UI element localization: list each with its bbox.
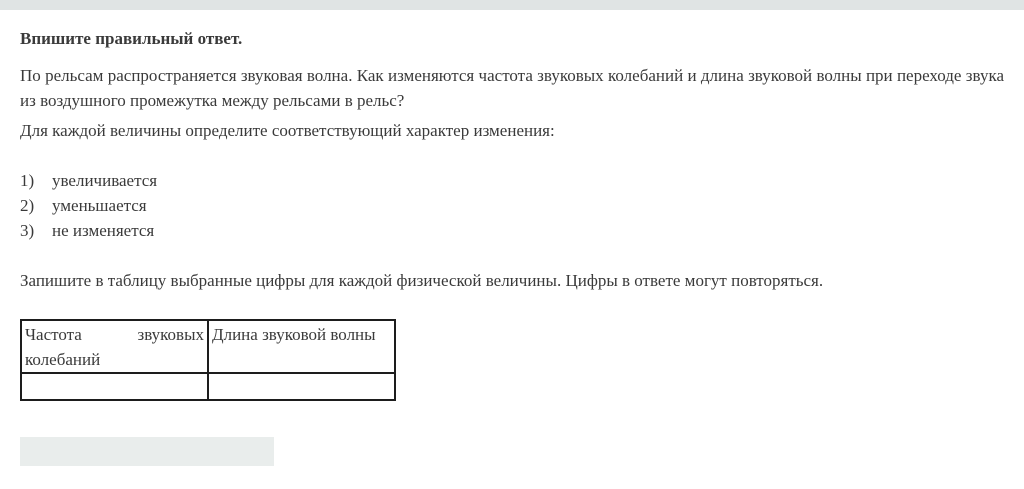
answer-table-input-row [21, 373, 395, 400]
option-label: уменьшается [52, 196, 147, 215]
options-list [20, 168, 1004, 243]
answer-table-header-wavelength: Длина звуковой волны [208, 320, 395, 373]
option-item-no-change [20, 218, 1004, 243]
answer-table-header-row [21, 320, 395, 373]
answer-table-header-frequency: Частота звуковых колебаний [21, 320, 208, 373]
answer-table [20, 319, 396, 401]
option-item-decrease [20, 193, 1004, 218]
option-label: увеличивается [52, 171, 158, 190]
top-bar [0, 0, 1024, 10]
option-number: 2) [20, 196, 35, 215]
value-change-instruction: Для каждой величины определите соответствующий характер изменения: [20, 121, 555, 140]
option-number: 1) [20, 171, 35, 190]
option-item-increase [20, 168, 1004, 193]
table-instruction: Запишите в таблицу выбранные цифры для каждой физической величины. Цифры в ответе могут повторяться. [20, 271, 824, 290]
option-number: 3) [20, 221, 35, 240]
option-label: не изменяется [52, 221, 155, 240]
question-text: По рельсам распространяется звуковая волна. Как изменяются частота звуковых колебаний и длина звуковой волны при переходе звука из воздушного промежутка между рельсами в рельс? [20, 66, 1004, 110]
answer-cell-frequency[interactable] [21, 373, 208, 400]
answer-input-box[interactable] [20, 437, 274, 466]
answer-cell-wavelength[interactable] [208, 373, 395, 400]
task-title: Впишите правильный ответ. [20, 29, 243, 48]
question-content [0, 10, 1024, 401]
